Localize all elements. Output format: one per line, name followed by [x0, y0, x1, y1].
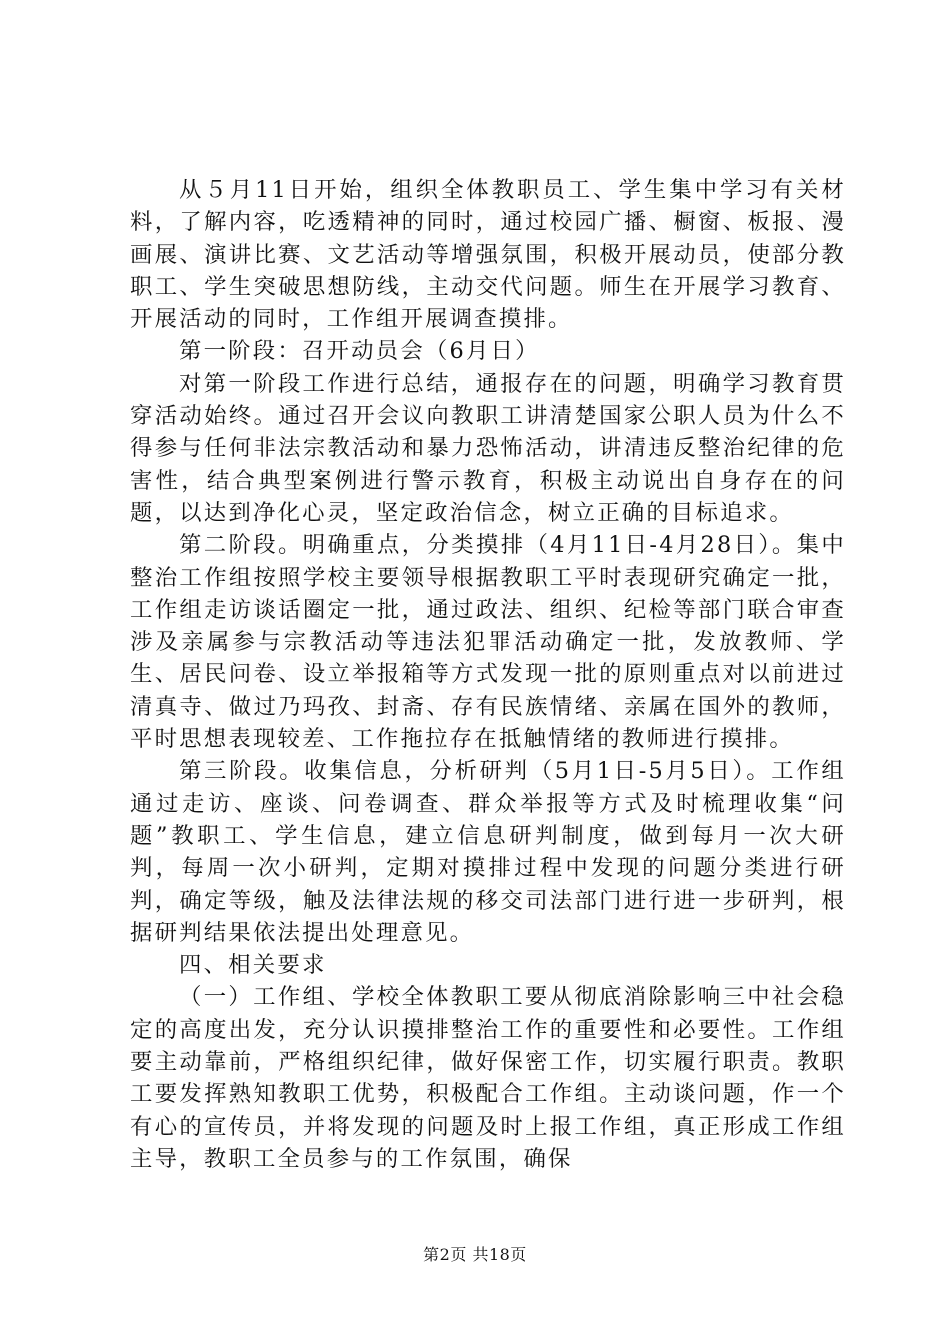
paragraph-stage-three: 第三阶段。收集信息，分析研判（5月1日-5月5日）。工作组通过走访、座谈、问卷调查、群众举报等方式及时梳理收集“问题”教职工、学生信息，建立信息研判制度，做到每月一次大研判，每周一次小研判，定期对摸排过程中发现的问题分类进行研判，确定等级，触及法律法规的移交司法部门进行进一步研判，根据研判结果依法提出处理意见。	[130, 758, 846, 946]
paragraph-stage-one-summary: 对第一阶段工作进行总结，通报存在的问题，明确学习教育贯穿活动始终。通过召开会议向教职工讲清楚国家公职人员为什么不得参与任何非法宗教活动和暴力恐怖活动，讲清违反整治纪律的危害性，结合典型案例进行警示教育，积极主动说出自身存在的问题，以达到净化心灵，坚定政治信念，树立正确的目标追求。	[130, 370, 846, 526]
page-number-footer: 第2页 共18页	[423, 1245, 527, 1264]
paragraph-stage-one-heading: 第一阶段：召开动员会（6月日）	[179, 338, 540, 365]
paragraph-stage-two: 第二阶段。明确重点，分类摸排（4月11日-4月28日）。集中整治工作组按照学校主要领导根据教职工平时表现研究确定一批，工作组走访谈话圈定一批，通过政法、组织、纪检等部门联合审查涉及亲属参与宗教活动等违法犯罪活动确定一批，发放教师、学生、居民问卷、设立举报箱等方式发现一批的原则重点对以前进过清真寺、做过乃玛孜、封斋、存有民族情绪、亲属在国外的教师，平时思想表现较差、工作拖拉存在抵触情绪的教师进行摸排。	[130, 532, 846, 753]
section-heading-requirements: 四、相关要求	[179, 952, 327, 979]
document-body	[130, 174, 846, 1175]
paragraph-mobilization: 从５月11日开始，组织全体教职员工、学生集中学习有关材料，了解内容，吃透精神的同时，通过校园广播、橱窗、板报、漫画展、演讲比赛、文艺活动等增强氛围，积极开展动员，使部分教职工、学生突破思想防线，主动交代问题。师生在开展学习教育、开展活动的同时，工作组开展调查摸排。	[130, 177, 846, 333]
paragraph-requirement-one: （一）工作组、学校全体教职工要从彻底消除影响三中社会稳定的高度出发，充分认识摸排整治工作的重要性和必要性。工作组要主动靠前，严格组织纪律，做好保密工作，切实履行职责。教职工要发挥熟知教职工优势，积极配合工作组。主动谈问题，作一个有心的宣传员，并将发现的问题及时上报工作组，真正形成工作组主导，教职工全员参与的工作氛围，确保	[130, 984, 846, 1172]
